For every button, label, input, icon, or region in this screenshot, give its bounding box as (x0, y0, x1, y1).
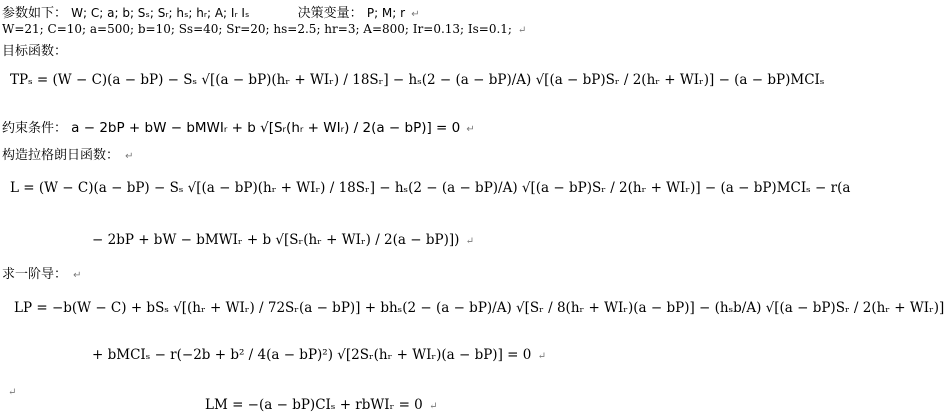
derivative-formula-line-2 (92, 347, 546, 363)
paragraph-mark: ↵ (73, 270, 82, 281)
paragraph-mark: ↵ (517, 25, 527, 36)
derivative-formula-2: + bMCIₛ − r(−2b + b² / 4(a − bP)²) √[2Sᵣ(hᵣ + WIᵣ)(a − bP)] = 0 (92, 347, 532, 363)
decision-label: 决策变量： (297, 6, 363, 21)
lm-formula-line (205, 397, 437, 413)
derivative-label: 求一阶导： (2, 267, 68, 282)
derivative-formula-1: LP = −b(W − C) + bSₛ √[(hᵣ + WIᵣ) / 72Sᵣ(a − bP)] + bhₛ(2 − (a − bP)/A) √[Sᵣ / 8(hᵣ + WIᵣ)(a − bP)] − (hₛb/A) √[(a − bP)Sᵣ / 2(hᵣ + WIᵣ)] (14, 300, 944, 316)
constraint-line (2, 117, 475, 136)
objective-formula-line (10, 72, 825, 88)
paragraph-mark: ↵ (411, 9, 420, 20)
constraint-label: 约束条件： (2, 121, 68, 136)
param-values-line (2, 22, 526, 36)
objective-label: 目标函数： (2, 44, 68, 59)
paragraph-mark: ↵ (125, 151, 134, 162)
derivative-formula-line-1 (14, 300, 944, 316)
params-label: 参数如下： (2, 6, 68, 21)
lagrange-formula-2: − 2bP + bW − bMWIᵣ + b √[Sᵣ(hᵣ + WIᵣ) / 2(a − bP)]) (92, 232, 460, 248)
params-list: W; C; a; b; Sₛ; Sᵣ; hₛ; hᵣ; A; Iᵣ Iₛ (71, 6, 250, 20)
lagrange-label: 构造拉格朗日函数： (2, 148, 120, 163)
lagrange-label-line (2, 144, 134, 163)
lagrange-formula-1: L = (W − C)(a − bP) − Sₛ √[(a − bP)(hᵣ + WIᵣ) / 18Sᵣ] − hₛ(2 − (a − bP)/A) √[(a − bP)Sᵣ / 2(hᵣ + WIᵣ)] − (a − bP)MCIₛ − r(a (10, 180, 851, 196)
lagrange-formula-line-1 (10, 180, 851, 196)
objective-formula: TPₛ = (W − C)(a − bP) − Sₛ √[(a − bP)(hᵣ + WIᵣ) / 18Sᵣ] − hₛ(2 − (a − bP)/A) √[(a − bP)Sᵣ / 2(hᵣ + WIᵣ)] − (a − bP)MCIₛ (10, 72, 825, 88)
paragraph-mark: ↵ (466, 124, 475, 135)
params-line (2, 2, 420, 21)
paragraph-mark: ↵ (537, 351, 547, 362)
decision-vars: P; M; r (366, 6, 406, 20)
constraint-formula: a − 2bP + bW − bMWIᵣ + b √[Sᵣ(hᵣ + WIᵣ) / 2(a − bP)] = 0 (71, 120, 461, 136)
derivative-label-line (2, 263, 82, 282)
paragraph-mark: ↵ (429, 401, 438, 412)
lm-formula: LM = −(a − bP)CIₛ + rbWIᵣ = 0 (205, 397, 423, 413)
empty-paragraph (6, 380, 16, 399)
paragraph-mark: ↵ (8, 387, 17, 398)
lagrange-formula-line-2 (92, 232, 474, 248)
paragraph-mark: ↵ (465, 236, 475, 247)
param-values: W=21; C=10; a=500; b=10; Ss=40; Sr=20; hs=2.5; hr=3; A=800; Ir=0.13; Is=0.1; (2, 22, 512, 36)
objective-label-line (2, 40, 67, 59)
